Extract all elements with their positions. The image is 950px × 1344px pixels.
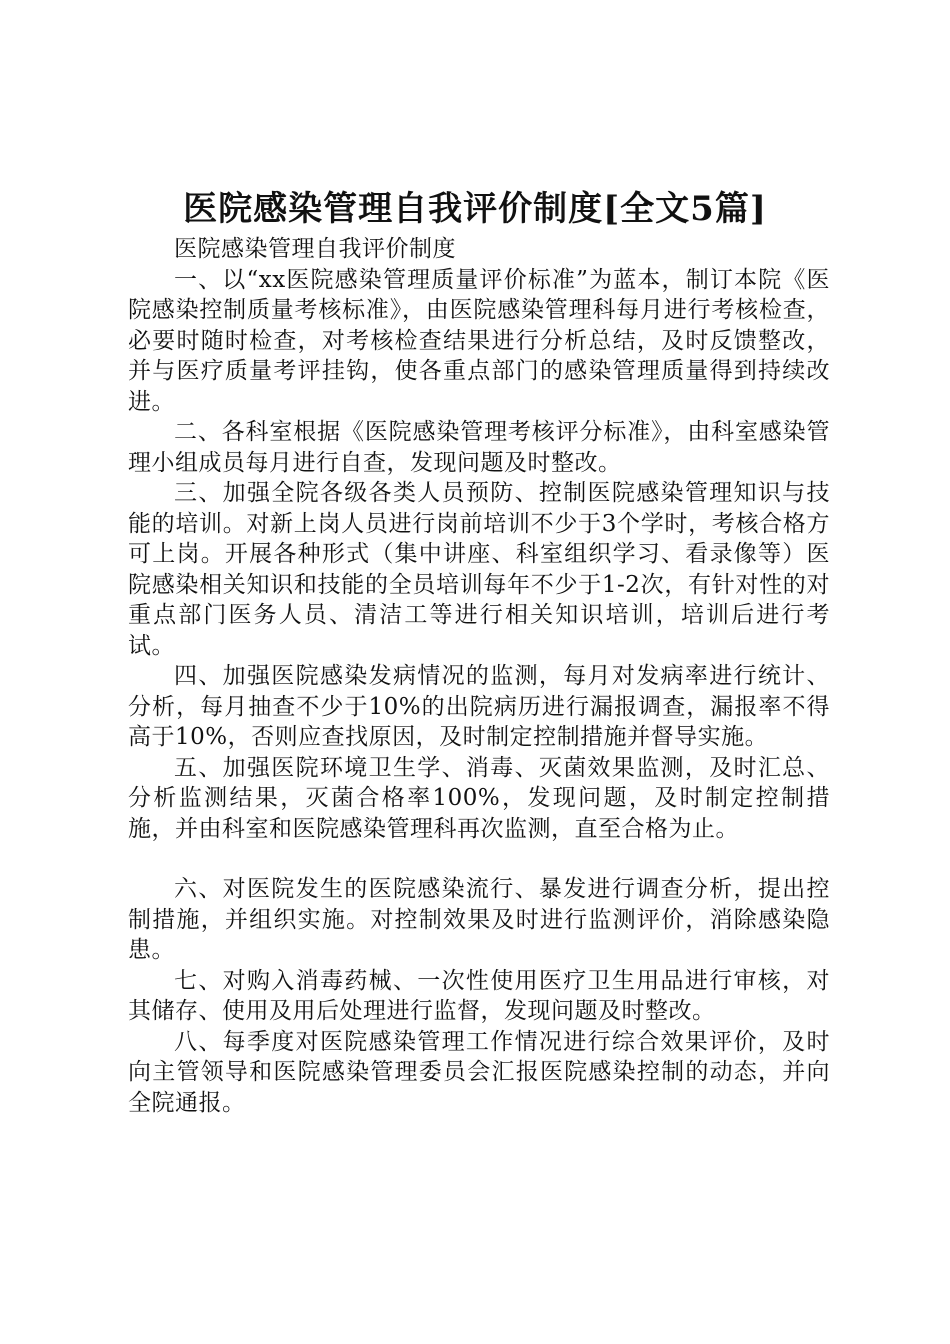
paragraph-1: 一、以“xx医院感染管理质量评价标准”为蓝本，制订本院《医院感染控制质量考核标准》，由医院感染管理科每月进行考核检查，必要时随时检查，对考核检查结果进行分析总结，及时反馈整改，并与医疗质量考评挂钩，使各重点部门的感染管理质量得到持续改进。 <box>128 266 830 415</box>
paragraph-6: 六、对医院发生的医院感染流行、暴发进行调查分析，提出控制措施，并组织实施。对控制效果及时进行监测评价，消除感染隐患。 <box>128 876 830 963</box>
paragraph-4: 四、加强医院感染发病情况的监测，每月对发病率进行统计、分析，每月抽查不少于10%的出院病历进行漏报调查，漏报率不得高于10%，否则应查找原因，及时制定控制措施并督导实施。 <box>128 663 830 750</box>
paragraph-5: 五、加强医院环境卫生学、消毒、灭菌效果监测，及时汇总、分析监测结果，灭菌合格率100%，发现问题，及时制定控制措施，并由科室和医院感染管理科再次监测，直至合格为止。 <box>128 754 830 842</box>
document-subtitle: 医院感染管理自我评价制度 <box>174 236 456 262</box>
paragraph-3: 三、加强全院各级各类人员预防、控制医院感染管理知识与技能的培训。对新上岗人员进行岗前培训不少于3个学时，考核合格方可上岗。开展各种形式（集中讲座、科室组织学习、看录像等）医院感染相关知识和技能的全员培训每年不少于1-2次，有针对性的对重点部门医务人员、清洁工等进行相关知识培训，培训后进行考试。 <box>128 480 830 659</box>
document-body <box>128 234 830 1118</box>
paragraph-8: 八、每季度对医院感染管理工作情况进行综合效果评价，及时向主管领导和医院感染管理委员会汇报医院感染控制的动态，并向全院通报。 <box>128 1028 830 1116</box>
paragraph-7: 七、对购入消毒药械、一次性使用医疗卫生用品进行审核，对其储存、使用及用后处理进行监督，发现问题及时整改。 <box>128 967 830 1024</box>
document-title: 医院感染管理自我评价制度[全文5篇] <box>183 189 767 229</box>
paragraph-2: 二、各科室根据《医院感染管理考核评分标准》，由科室感染管理小组成员每月进行自查，发现问题及时整改。 <box>128 419 830 476</box>
